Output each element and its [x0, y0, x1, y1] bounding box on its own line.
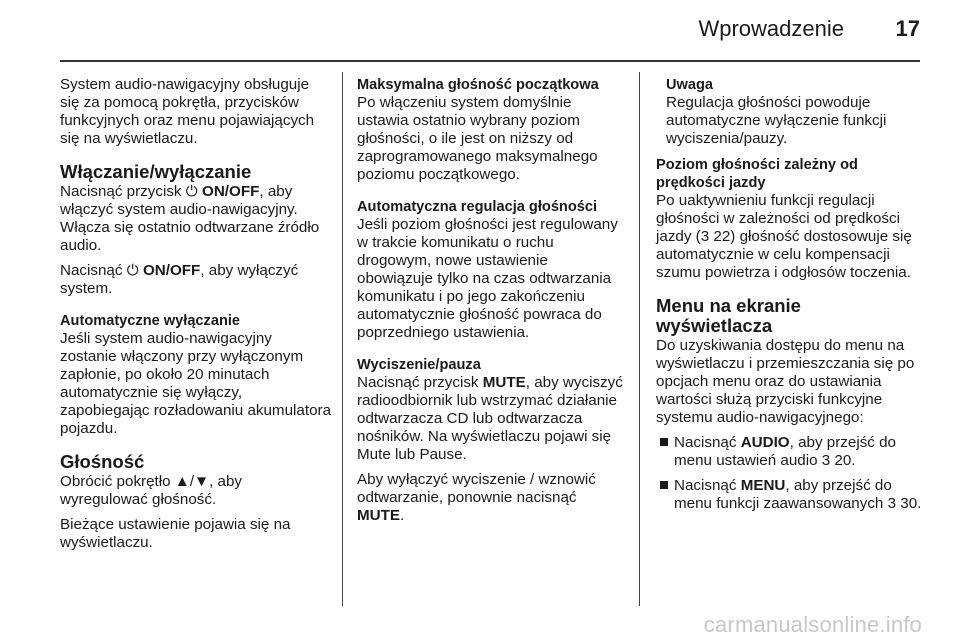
intro-paragraph: System audio-nawigacyjny obsługuje się za pomocą pokrętła, przycisków funkcyjnych oraz menu pojawiających się na wyświetlaczu. — [60, 76, 315, 147]
text-run: Aby wyłączyć wyciszenie / wznowić odtwarzanie, ponownie nacisnąć — [357, 471, 596, 506]
max-volume-text: Po włączeniu system domyślnie ustawia ostatnio wybrany poziom głośności, o ile jest on niższy od zaprogramowanego maksymalnego poziomu początkowego. — [357, 94, 598, 183]
header-rule — [60, 60, 920, 62]
text-run: , aby przejść do menu ustawień audio 3 20. — [674, 434, 896, 469]
heading-volume: Głośność — [60, 451, 145, 472]
header-title: Wprowadzenie — [698, 16, 844, 41]
mute-key: MUTE — [357, 507, 401, 524]
text-run: Nacisnąć — [674, 434, 741, 451]
column-3 — [656, 76, 922, 520]
power-icon: ⏻ — [185, 183, 198, 200]
onoff-key: ON/OFF — [202, 183, 260, 200]
list-item — [656, 434, 922, 470]
speed-volume-title: Poziom głośności zależny od prędkości jazdy — [656, 157, 858, 191]
power-icon: ⏻ — [126, 262, 139, 279]
volume-paragraph-1: Obrócić pokrętło ▲/▼, aby wyregulować głośność. — [60, 473, 243, 508]
column-divider-2 — [639, 72, 640, 606]
menu-bullet-list — [656, 434, 922, 513]
volume-paragraph-2: Bieżące ustawienie pojawia się na wyświetlaczu. — [60, 516, 291, 551]
text-run: , aby przejść do menu funkcji zaawansowanych 3 30. — [674, 477, 922, 512]
bullet-square-icon — [660, 438, 668, 446]
list-item — [656, 477, 922, 513]
mute-key: MUTE — [482, 374, 526, 391]
text-run: . — [400, 507, 405, 524]
page-number: 17 — [895, 16, 920, 41]
menu-text: Do uzyskiwania dostępu do menu na wyświetlaczu i przemieszczania się po opcjach menu oraz do ustawiania wartości służą przyciski funkcyjne systemu audio-nawigacyjnego: — [656, 337, 915, 426]
auto-off-text: Jeśli system audio-nawigacyjny zostanie włączony przy wyłączonym zapłonie, po około 20 minutach automatycznie się wyłączy, zapobiegając rozładowaniu akumulatora pojazdu. — [60, 330, 332, 437]
auto-off-title: Automatyczne wyłączanie — [60, 313, 241, 329]
heading-onoff: Włączanie/wyłączanie — [60, 161, 252, 182]
mute-title: Wyciszenie/pauza — [357, 357, 481, 373]
column-divider-1 — [342, 72, 343, 606]
mute-paragraph-1 — [357, 374, 625, 464]
note-text: Regulacja głośności powoduje automatyczne wyłączenie funkcji wyciszenia/pauzy. — [666, 94, 887, 147]
auto-volume-text: Jeśli poziom głośności jest regulowany w trakcie komunikatu o ruchu drogowym, nowe ustawienie obowiązuje tylko na czas odtwarzania komunikatu i po jego zakończeniu automatycznie głośność powraca do poprzedniego ustawienia. — [357, 216, 618, 341]
column-1 — [60, 76, 332, 559]
text-run: , aby wyciszyć radioodbiornik lub wstrzymać działanie odtwarzacza CD lub odtwarzacza nośników. Na wyświetlaczu pojawi się Mute lub Pause. — [357, 374, 623, 463]
watermark: carmanualsonline.info — [703, 612, 922, 637]
column-2 — [357, 76, 625, 532]
auto-volume-title: Automatyczna regulacja głośności — [357, 199, 598, 215]
text-run: , aby wyłączyć system. — [60, 262, 299, 297]
heading-menu: Menu na ekranie wyświetlacza — [656, 295, 801, 336]
bullet-square-icon — [660, 481, 668, 489]
onoff-key: ON/OFF — [142, 262, 201, 279]
menu-key: MENU — [740, 477, 786, 494]
text-run: Nacisnąć — [674, 477, 741, 494]
text-run: , aby włączyć system audio-nawigacyjny. Włącza się ostatnio odtwarzane źródło audio. — [60, 183, 320, 254]
mute-paragraph-2 — [357, 471, 625, 525]
text-run: Nacisnąć — [60, 262, 127, 279]
note-box — [656, 76, 922, 148]
text-run: Nacisnąć przycisk — [60, 183, 186, 200]
note-title: Uwaga — [666, 77, 714, 93]
text-run: Nacisnąć przycisk — [357, 374, 483, 391]
speed-volume-text: Po uaktywnieniu funkcji regulacji głośności w zależności od prędkości jazdy (3 22) głośność dostosowuje się automatycznie w celu kompensacji szumu powietrza i odgłosów toczenia. — [656, 192, 912, 281]
page-header — [0, 0, 960, 50]
max-volume-title: Maksymalna głośność początkowa — [357, 77, 599, 93]
audio-key: AUDIO — [740, 434, 790, 451]
onoff-paragraph-2 — [60, 262, 332, 298]
onoff-paragraph-1 — [60, 183, 332, 255]
